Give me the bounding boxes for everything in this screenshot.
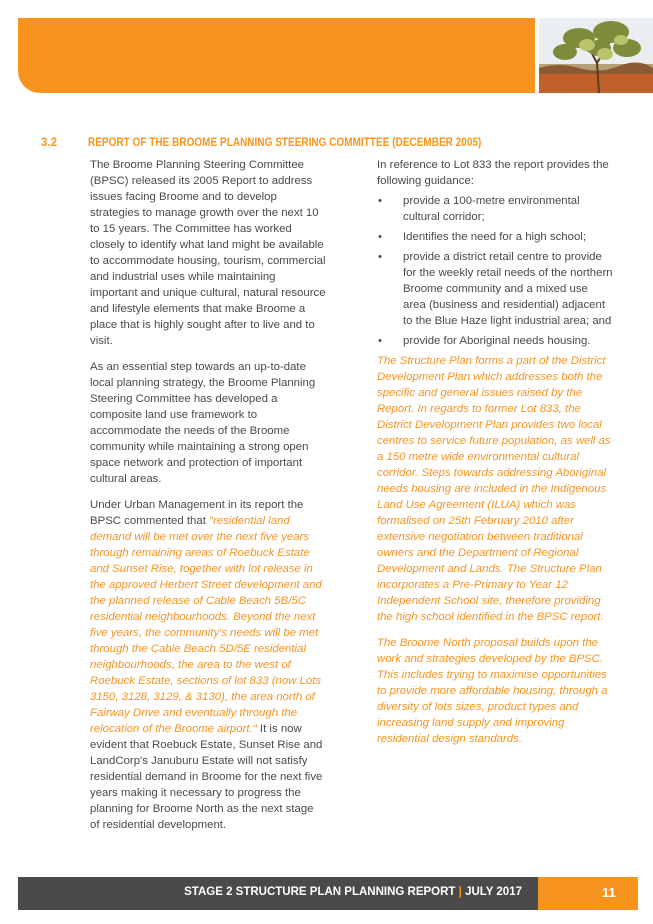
bullet-icon: • [378, 251, 382, 263]
list-item-text: provide a district retail centre to provide for the weekly retail needs of the northern Broome community and a mixed use area (business and residential) adjacent to the Blue Haze light industrial area; and [403, 251, 613, 327]
structure-plan-note: The Structure Plan forms a part of the District Development Plan which addresses both the specific and general issues raised by the Report. In regards to former Lot 833, the District Development Plan provides two local centres to service future population, as well as a 150 metre wide environmental cultural corridor. Steps towards addressing Aboriginal needs housing are included in the Indigenous Land Use Agreement (ILUA) which was formalised on 25th February 2010 after extensive negotiation between traditional owners and the Department of Regional Development and Lands. The Structure Plan incorporates a Pre-Primary to Year 12 Independent School site, therefore providing the high school identified in the BPSC report. [377, 355, 611, 623]
footer-date: JULY 2017 [465, 886, 522, 898]
urban-management-quote: "residential land demand will be met over the next five years through remaining areas of Roebuck Estate and Sunset Rise, together with lot release in the approved Herbert Street development and the planned release of Cable Beach 5B/5C residential neighbourhoods. Beyond the next five years, the community's needs will be met through the Cable Beach 5D/5E residential neighbourhoods, the area to the west of Roebuck Estate, sections of lot 833 (now Lots 3150, 3128, 3129, & 3130), the area north of Fairway Drive and eventually through the relocation of the Broome airport." [90, 515, 322, 735]
guidance-intro: In reference to Lot 833 the report provides the following guidance: [377, 159, 609, 187]
paragraph-land-use-framework: As an essential step towards an up-to-date local planning strategy, the Broome Planning Steering Committee has developed a composite land use framework to accommodate the needs of the Broome community while maintaining a strong open space network and protection of important cultural areas. [90, 361, 316, 485]
list-item-text: Identifies the need for a high school; [403, 231, 587, 243]
paragraph-urban-management [90, 497, 326, 833]
header-banner [18, 18, 535, 93]
right-column [377, 157, 613, 757]
section-number: 3.2 [41, 137, 58, 149]
footer-report-title: STAGE 2 STRUCTURE PLAN PLANNING REPORT [184, 886, 456, 898]
tree-photo [539, 18, 653, 93]
left-column [90, 157, 326, 843]
bullet-icon: • [378, 195, 382, 207]
list-item-text: provide for Aboriginal needs housing. [403, 335, 591, 347]
urban-management-lead: Under Urban Management in its report the BPSC commented that [90, 499, 304, 527]
footer-title [184, 886, 522, 898]
urban-management-tail: It is now evident that Roebuck Estate, Sunset Rise and LandCorp's Januburu Estate will not satisfy residential demand in Broome for the next five years making it necessary to progress the planning for Broome North as the next stage of residential development. [90, 723, 323, 831]
bullet-icon: • [378, 335, 382, 347]
section-title: REPORT OF THE BROOME PLANNING STEERING COMMITTEE (DECEMBER 2005) [88, 137, 482, 149]
page-number: 11 [602, 885, 616, 900]
list-item [377, 333, 613, 349]
paragraph-bpsc-intro: The Broome Planning Steering Committee (BPSC) released its 2005 Report to address issues facing Broome and to develop strategies to manage growth over the next 10 to 15 years. The Committee has worked closely to identify what land might be available to accommodate housing, tourism, commercial and industrial uses while maintaining important and unique cultural, natural resource and lifestyle elements that make Broome a place that is highly sought after to live and to visit. [90, 159, 326, 347]
guidance-list [377, 193, 613, 349]
list-item [377, 249, 613, 329]
broome-north-note: The Broome North proposal builds upon the work and strategies developed by the BPSC. This includes trying to maximise opportunities to provide more affordable housing, through a diversity of lots sizes, product types and increasing land supply and improving residential design standards. [377, 637, 608, 745]
bullet-icon: • [378, 231, 382, 243]
footer-bar [18, 877, 638, 910]
list-item [377, 193, 613, 225]
page-number-box [538, 877, 638, 910]
footer-separator: | [458, 886, 462, 898]
list-item [377, 229, 613, 245]
list-item-text: provide a 100-metre environmental cultural corridor; [403, 195, 580, 223]
